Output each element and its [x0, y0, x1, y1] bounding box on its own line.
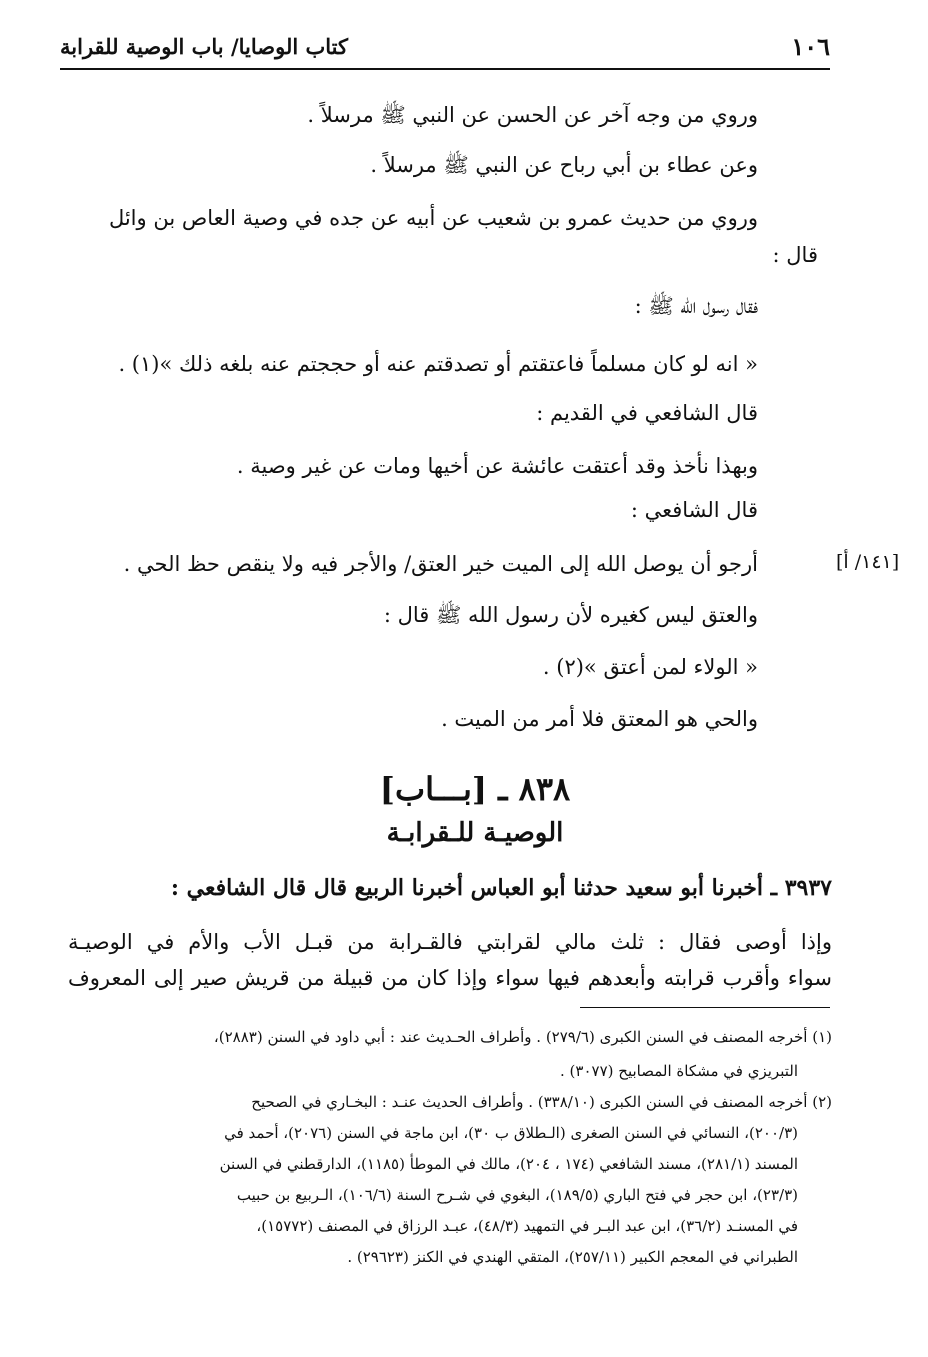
footnote-2-line-5: في المسنـد (٣٦/٢)، ابن عبد البـر في التمهيد (٤٨/٣)، عبـد الرزاق في المصنف (١٥٧٧٢)، [256, 1217, 798, 1235]
chapter-number: ٨٣٨ ـ [بـــاب] [379, 770, 571, 808]
margin-folio-note: [١٤١/ أ] [836, 551, 900, 573]
footnote-1-line-1: (١) أخرجه المصنف في السنن الكبرى (٢٧٩/٦) . وأطراف الحـديث عند : أبي داود في السنن (٢٨٨٣)، [213, 1028, 832, 1046]
running-title: كتاب الوصايا/ باب الوصية للقرابة [60, 34, 348, 59]
body-line-10: أرجو أن يوصل الله إلى الميت خير العتق/ والأجر فيه ولا ينقص حظ الحي . [123, 552, 758, 576]
footnote-1-line-2: التبريزي في مشكاة المصابيح (٣٠٧٧) . [560, 1062, 798, 1080]
hadith-text-line-1: وإذا أوصى فقال : ثلث مالي لقرابتي فالقـرابة من قبـل الأب والأم في الوصيـة [68, 930, 832, 954]
footnote-2-line-2: (٢٠٠/٣)، النسائي في السنن الصغرى (الـطلاق ب ٣٠)، ابن ماجة في السنن (٢٠٧٦)، أحمد في [224, 1124, 798, 1142]
body-line-7: قال الشافعي في القديم : [536, 401, 758, 425]
footnote-2-line-4: (٢٣/٣)، ابن حجر في فتح الباري (١٨٩/٥)، البغوي في شـرح السنة (١٠٦/٦)، الـربيع بن حبيب [236, 1186, 798, 1204]
page-number: ١٠٦ [791, 32, 830, 61]
footnote-2-line-6: الطبراني في المعجم الكبير (٢٥٧/١١)، المتقي الهندي في الكنز (٢٩٦٢٣) . [347, 1248, 798, 1266]
body-line-3: وروي من حديث عمرو بن شعيب عن أبيه عن جده في وصية العاص بن وائل [108, 206, 758, 230]
header-rule [60, 68, 830, 70]
body-line-11: والعتق ليس كغيره لأن رسول الله ﷺ قال : [383, 603, 758, 627]
body-line-12: « الولاء لمن أعتق »(٢) . [542, 655, 758, 679]
body-line-8: وبهذا نأخذ وقد أعتقت عائشة عن أخيها ومات عن غير وصية . [236, 454, 758, 478]
body-line-4: قال : [772, 243, 818, 267]
body-line-9: قال الشافعي : [630, 498, 758, 522]
body-line-2: وعن عطاء بن أبي رباح عن النبي ﷺ مرسلاً . [370, 153, 758, 177]
footnote-rule [580, 1007, 830, 1008]
chapter-title: الوصيـة للـقرابـة [386, 818, 564, 848]
hadith-text-line-2: سواء وأقرب قرابته وأبعدهم فيها سواء وإذا كان من قبيلة من قريش صير إلى المعروف [68, 966, 832, 990]
footnote-2-line-3: المسند (٢٨١/١)، مسند الشافعي (١٧٤ ، ٢٠٤)، مالك في الموطأ (١١٨٥)، الدارقطني في السنن [219, 1155, 798, 1173]
body-line-6: « انه لو كان مسلماً فاعتقتم أو تصدقتم عنه أو حججتم عنه بلغه ذلك »(١) . [118, 352, 758, 376]
body-line-5: فقال رسول الله ﷺ : [634, 294, 758, 318]
hadith-intro-line: ٣٩٣٧ ـ أخبرنا أبو سعيد حدثنا أبو العباس أخبرنا الربيع قال قال الشافعي : [170, 875, 832, 901]
body-line-13: والحي هو المعتق فلا أمر من الميت . [441, 707, 758, 731]
page-header [60, 30, 830, 70]
body-line-1: وروي من وجه آخر عن الحسن عن النبي ﷺ مرسلاً . [307, 103, 758, 127]
footnote-2-line-1: (٢) أخرجه المصنف في السنن الكبرى (٣٣٨/١٠) . وأطراف الحديث عنـد : البخـاري في الصحيح [251, 1093, 832, 1111]
